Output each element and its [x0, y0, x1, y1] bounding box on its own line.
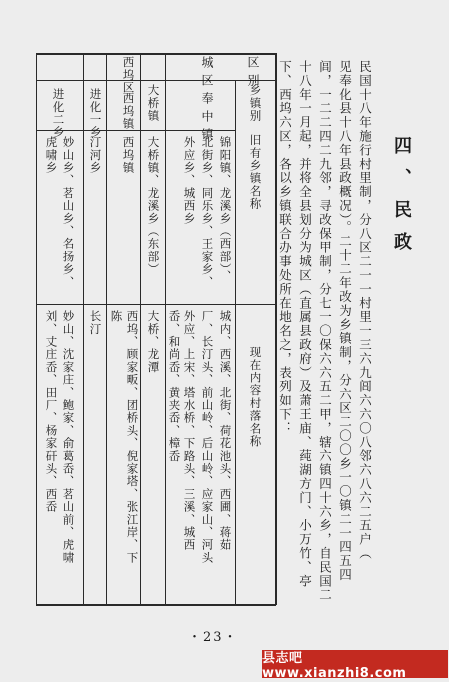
- current-villages-line: 城内、西溪、北街、荷花池头、西圃、蒋茹: [218, 310, 233, 552]
- current-villages-line: 厂、长汀头、前山岭、后山岭、应家山、河头: [200, 310, 215, 564]
- district-name: 城区: [200, 56, 214, 92]
- town-name: 西坞镇: [121, 92, 136, 131]
- watermark-banner: 县志吧 www.xianzhi8.com: [262, 650, 448, 678]
- current-villages-line: 外应、上宋、塔水桥、下路头、三溪、城西: [182, 310, 197, 552]
- body-column: 十八年一月起，并将全县划分为城区（直属县政府）及萧王庙、莼湖方门、小万竹、亭: [297, 60, 313, 589]
- current-villages-line: 刘、丈庄岙、田厂、杨家矸头、西岙: [44, 310, 59, 514]
- old-names-line: 外应乡、城西乡: [182, 136, 197, 225]
- row-separator: [235, 80, 236, 605]
- old-names-line: 西坞镇: [121, 136, 136, 175]
- header-town: 乡镇别: [248, 84, 263, 123]
- town-name: 大桥镇: [146, 84, 161, 123]
- row-separator: [83, 53, 84, 605]
- town-name: 奉中镇: [200, 92, 214, 146]
- old-names-line: 妙山乡、茗山乡、名扬乡、: [61, 136, 76, 289]
- current-villages-line: 大桥、龙潭: [146, 310, 161, 374]
- table-top-rule: [36, 53, 276, 55]
- row-separator: [165, 53, 166, 605]
- header-district: 区别: [246, 56, 260, 92]
- current-villages-line: 岙、和尚岙、黄夹岙、樟岙: [167, 310, 182, 463]
- table-bottom-rule: [36, 604, 276, 606]
- old-names-line: 汀河乡: [88, 136, 103, 175]
- body-column: 见奉化县十八年县政概况）。二十二年改为乡镇制，分六区二〇〇乡一〇镇二一四五四: [337, 60, 353, 582]
- table-left-rule: [36, 53, 37, 605]
- old-names-line: 虎啸乡: [44, 136, 59, 175]
- page-number: ・23・: [188, 630, 239, 645]
- body-column: 闾，一二二四二九邻，寻改保甲制，分七一〇保六六五二甲，辖六镇四十六乡，自民国二: [317, 60, 333, 603]
- table-right-rule: [275, 53, 277, 605]
- row-separator: [106, 53, 107, 605]
- current-villages-line: 妙山、沈家庄、鲍家、俞葛岙、茗山前、虎啸: [61, 310, 76, 564]
- old-names-line: 锦阳镇、龙溪乡（西部）、: [218, 136, 233, 283]
- current-villages-line: 西坞、顾家畈、团桥头、倪家塔、张江岸、下: [125, 310, 140, 564]
- town-name: 进化二乡: [51, 88, 66, 139]
- header-old-names: 旧有乡镇名称: [248, 134, 263, 211]
- col1-separator: [36, 80, 275, 81]
- current-villages-line: 陈: [109, 310, 124, 323]
- current-villages-line: 长汀: [88, 310, 103, 336]
- col2-separator: [36, 304, 275, 305]
- body-column: 民国十八年施行村里制，分八区二一一村里一三六九闾六六〇八邻六八六二五户（: [357, 60, 373, 561]
- header-current-villages: 现在内容村落名称: [248, 346, 263, 448]
- body-column: 下、西坞六区，各以乡镇联合办事处所在地名之，表列如下：: [277, 60, 293, 436]
- old-names-line: 北街乡、同乐乡、王家乡、: [200, 136, 215, 289]
- row-separator: [140, 53, 141, 605]
- section-heading: 四、民政: [391, 136, 412, 264]
- old-names-line: 大桥镇、龙溪乡（东部）: [146, 136, 161, 276]
- town-name: 进化一乡: [88, 88, 103, 139]
- district-name: 西坞区: [121, 56, 136, 95]
